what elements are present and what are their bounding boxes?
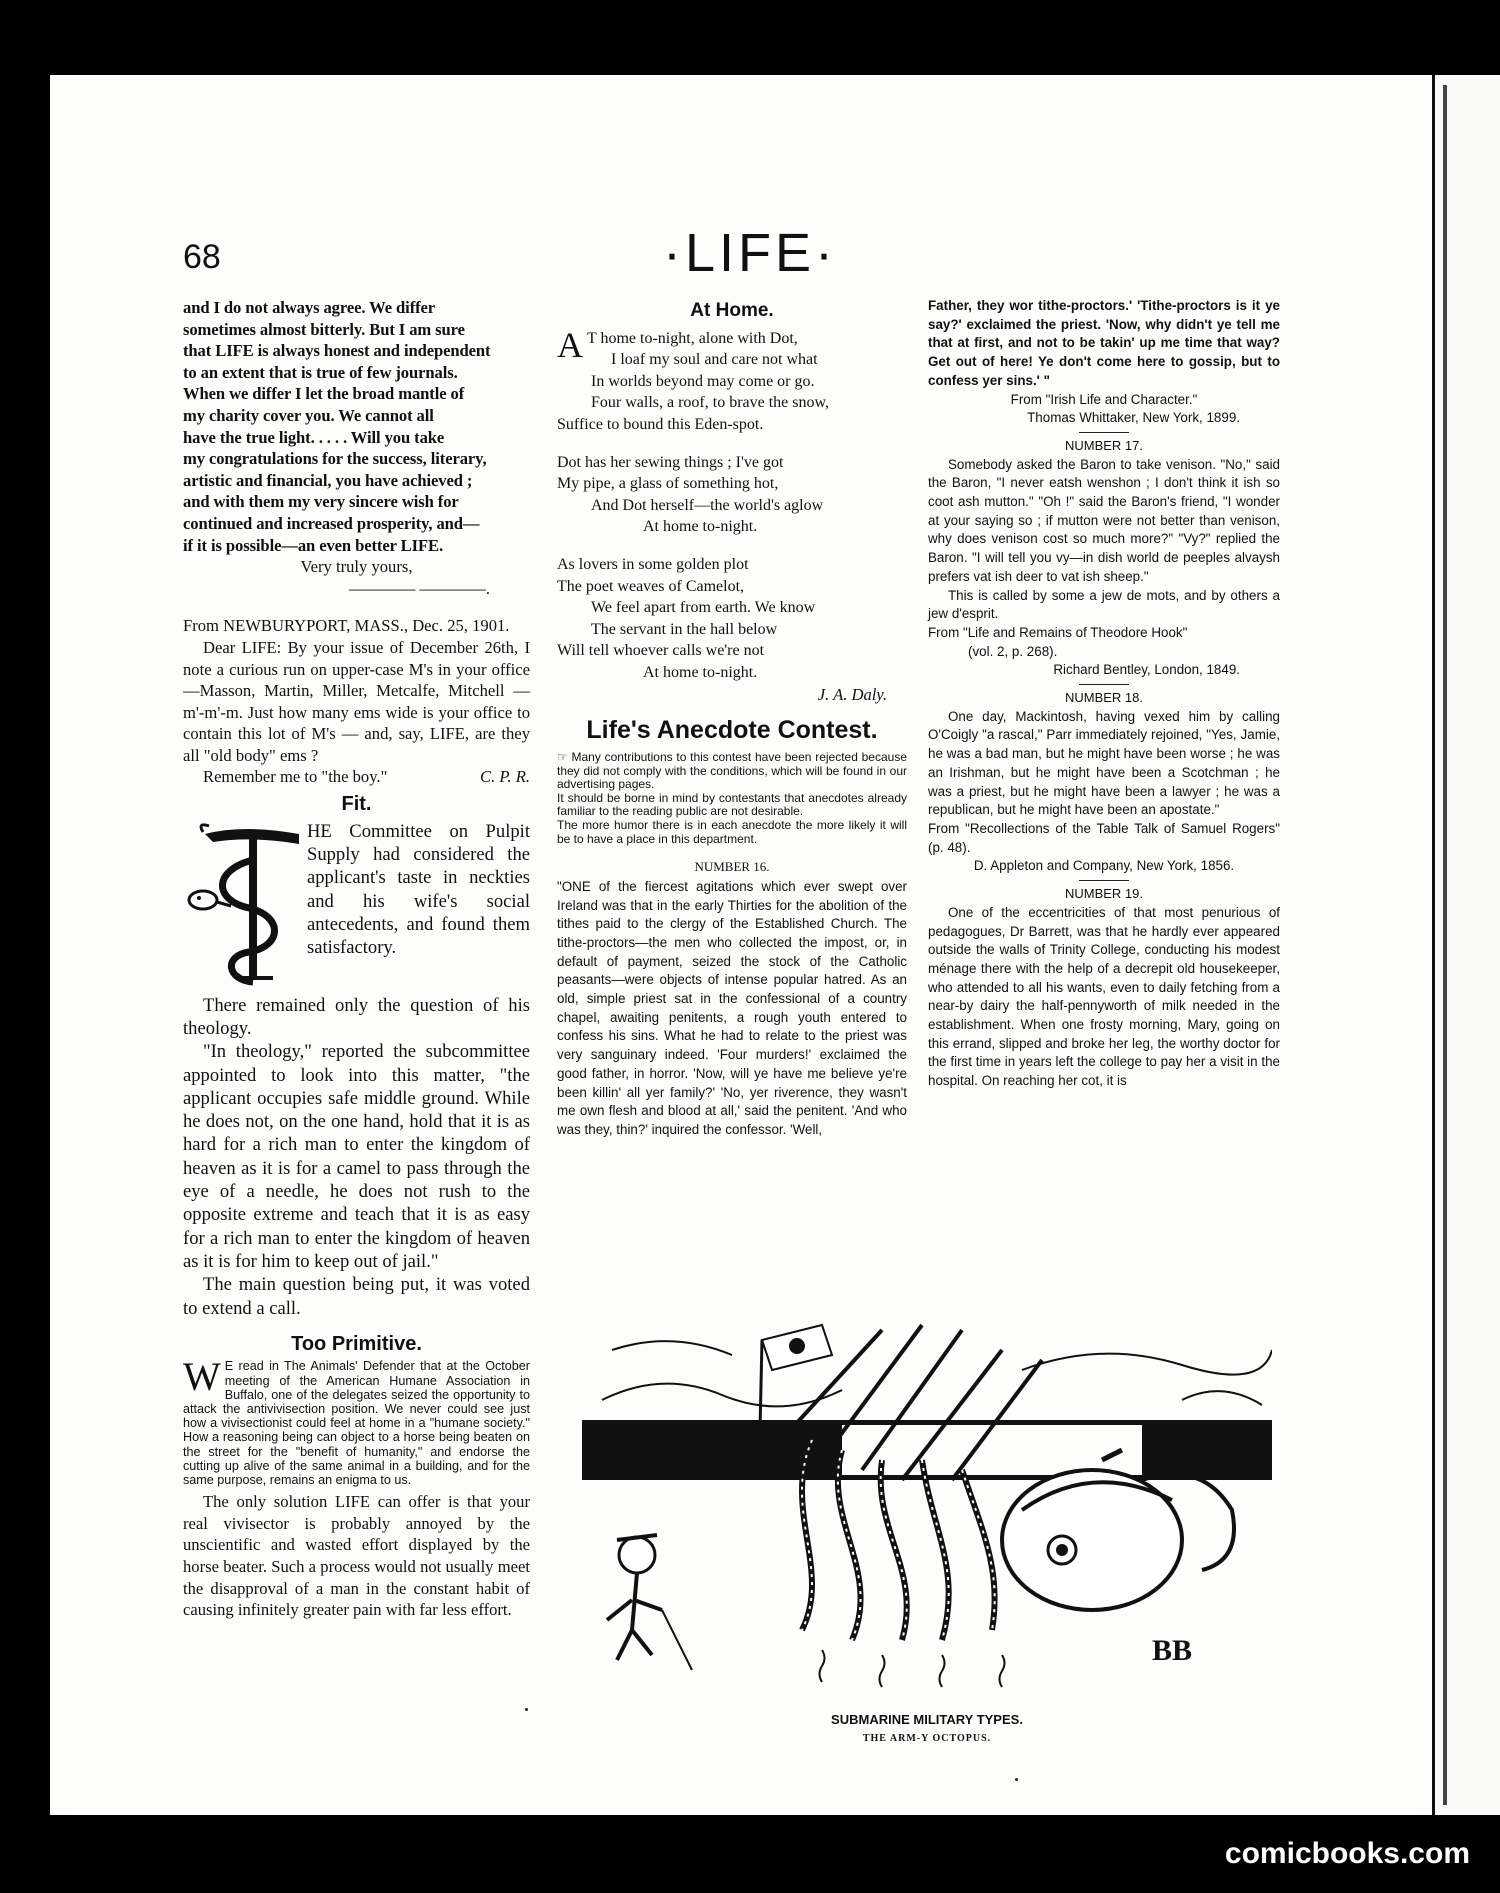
cartoon-subcaption: THE ARM-Y OCTOPUS. — [862, 1733, 992, 1744]
number-16-publisher: Thomas Whittaker, New York, 1899. — [1027, 410, 1240, 426]
poem-at-home — [557, 324, 907, 684]
cartoon-illustration — [582, 1310, 1272, 1715]
number-16-continued: Father, they wor tithe-proctors.' 'Tithe-proctors is it ye say?' exclaimed the priest. 'Now, why didn't ye tell me that at first, and not to be takin' up me time that way? Get out of here! Ye don't come here to gossip, but to confess yer sins.' " — [928, 298, 1280, 388]
masthead-title: ·LIFE· — [662, 223, 837, 283]
ornamental-t-initial — [183, 820, 301, 994]
contest-notice — [557, 751, 907, 846]
text-line: that LIFE is always honest and independent — [183, 341, 491, 361]
poem-line: As lovers in some golden plot — [557, 555, 749, 573]
letter-1-body — [183, 297, 530, 556]
contest-notice-3: The more humor there is in each anecdote the more likely it will be to have a place in this department. — [557, 818, 907, 846]
poem-line: At home to-night. — [643, 518, 758, 536]
letter-1-signature: ———— ————. — [348, 578, 490, 598]
poem-line — [557, 436, 907, 452]
primitive-paragraph-1: E read in The Animals' Defender that at the October meeting of the American Humane Association in Buffalo, one of the delegates seized the opportunity to attack the antivivisection position. We never could see just how a vivisectionist could feel at home in a "humane society." How a reasoning being can object to a horse being beaten on the street for the "benefit of humanity," and endorse the cutting up alive of the same animal in a building, and for the same purpose, remains an enigma to us. — [183, 1359, 530, 1488]
poem-line: My pipe, a glass of something hot, — [557, 475, 779, 493]
column-3 — [928, 297, 1280, 1091]
text-line: and I do not always agree. We differ — [183, 298, 436, 317]
text-line: my charity cover you. We cannot all — [183, 405, 434, 425]
number-18-source: From "Recollections of the Table Talk of Samuel Rogers" (p. 48). — [928, 820, 1280, 855]
poem-line: At home to-night. — [643, 663, 758, 681]
fit-paragraph-1: HE Committee on Pulpit Supply had considered the applicant's taste in neckties and his wife's social antecedents, and found them satisfactory. — [307, 820, 530, 959]
text-line: sometimes almost bitterly. But I am sure — [183, 319, 465, 339]
poem-line: The poet weaves of Camelot, — [557, 577, 745, 595]
poem-line: Will tell whoever calls we're not — [557, 642, 765, 660]
poem-line: And Dot herself—the world's aglow — [591, 496, 824, 514]
primitive-paragraph-2: The only solution LIFE can offer is that your real vivisector is probably annoyed by the unscientific and wasted effort displayed by the horse beater. Such a process would not usually meet the disapproval of a man in the constant habit of causing infinitely greater pain with far less effort. — [183, 1492, 530, 1620]
number-18-heading: NUMBER 18. — [1064, 690, 1144, 706]
poem-line: T home to-night, alone with Dot, — [587, 329, 798, 347]
text-line: artistic and financial, you have achieved ; — [183, 470, 473, 490]
page-number: 68 — [183, 238, 221, 276]
primitive-dropcap: W — [183, 1354, 221, 1400]
poem-line: I loaf my soul and care not what — [611, 351, 818, 369]
contest-notice-1 — [557, 751, 907, 792]
text-line: and with them my very sincere wish for — [183, 492, 459, 512]
pointing-hand-icon: ☞ — [557, 750, 568, 765]
fit-title: Fit. — [341, 793, 372, 816]
fit-paragraph-3: "In theology," reported the subcommittee appointed to look into this matter, "the applicant occupies safe middle ground. While he does not, on the one hand, hold that it is as hard for a rich man to enter the kingdom of heaven as it is for a camel to pass through the eye of a needle, he does not rush to the opposite extreme and teach that it is as easy for a rich man to enter the kingdom of heaven as it is for him to keep out of jail." — [183, 1041, 530, 1272]
text-line: When we differ I let the broad mantle of — [183, 384, 465, 404]
poem-line: Dot has her sewing things ; I've got — [557, 453, 784, 471]
letter-2-body: Dear LIFE: By your issue of December 26th, I note a curious run on upper-case M's in your office—Masson, Martin, Miller, Metcalfe, Mitchell — m'-m'-m. Just how many ems wide is your office to contain this lot of M's — and, say, LIFE, are they all "old body" ems ? — [183, 637, 530, 765]
contest-notice-2: It should be borne in mind by contestants that anecdotes already familiar to the reading public are not desirable. — [557, 790, 907, 819]
poem-line: The servant in the hall below — [591, 620, 778, 638]
number-17-heading: NUMBER 17. — [1064, 437, 1144, 453]
poem-dropcap: A — [557, 324, 583, 365]
cartoon-caption: SUBMARINE MILITARY TYPES. — [831, 1712, 1023, 1727]
letter-2-end-text: Remember me to "the boy." — [203, 767, 388, 787]
too-primitive-article — [183, 1354, 530, 1620]
poem-line: We feel apart from earth. We know — [591, 599, 816, 617]
column-2 — [557, 300, 907, 1140]
too-primitive-title: Too Primitive. — [291, 1332, 422, 1355]
contest-title: Life's Anecdote Contest. — [586, 716, 878, 745]
number-19-text: One of the eccentricities of that most penurious of pedagogues, Dr Barrett, was that he hardly ever appeared outside the walls of Trinity College, conducting his modest ménage there with the help of a decrepit old housekeeper, who attended to all his wants, even to daily fetching from a near-by dairy the half-pennyworth of milk needed in the establishment. When one frosty morning, Mary, going on this errand, slipped and broke her leg, the worthy doctor for the first time in years left the college to pay her a visit in the hospital. On reaching her cot, it is — [928, 904, 1280, 1089]
letter-2-sig: C. P. R. — [480, 767, 530, 787]
number-17-note: This is called by some a jew de mots, and by others a jew d'esprit. — [928, 587, 1280, 622]
number-18-publisher: D. Appleton and Company, New York, 1856. — [973, 858, 1235, 874]
poem-line — [557, 538, 907, 554]
poem-line: Suffice to bound this Eden-spot. — [557, 415, 764, 433]
letter-1-closing: Very truly yours, — [300, 557, 413, 577]
column-1 — [183, 297, 530, 1621]
fit-article — [183, 820, 530, 1320]
print-speck — [525, 1708, 528, 1711]
text-line: have the true light. . . . . Will you take — [183, 427, 445, 447]
artist-monogram: BB — [1152, 1634, 1193, 1667]
number-18-text: One day, Mackintosh, having vexed him by calling O'Coigly "a rascal," Parr immediately rejoined, "Yes, Jamie, he was a bad man, but he might have been worse ; he was an Irishman, but he might have been a Scotchman ; he was a priest, but he might have been a lawyer ; he was a republican, but he might have been an apostate." — [928, 708, 1280, 818]
divider — [1079, 880, 1129, 881]
number-17-publisher: Richard Bentley, London, 1849. — [1053, 662, 1240, 678]
site-watermark: comicbooks.com — [1224, 1837, 1470, 1870]
text-line: continued and increased prosperity, and— — [183, 513, 480, 533]
poem-author: J. A. Daly. — [817, 684, 887, 704]
text-line: if it is possible—an even better LIFE. — [183, 535, 444, 555]
fit-paragraph-4: The main question being put, it was voted to extend a call. — [183, 1274, 530, 1319]
contest-notice-1-text: Many contributions to this contest have been rejected because they did not comply with the conditions, which will be found in our advertising pages. — [557, 750, 907, 792]
poem-line: Four walls, a roof, to brave the snow, — [591, 394, 830, 412]
number-19-heading: NUMBER 19. — [1064, 886, 1144, 902]
number-16-text: "ONE of the fiercest agitations which ever swept over Ireland was that in the early Thirties for the abolition of the tithes paid to the clergy of the Established Church. The tithe-proctors—the men who collected the impost, or, in default of payment, seized the stock of the Catholic peasants—were objects of intense popular hatred. As an old, simple priest sat in the confessional of a country chapel, awaiting penitents, a rough youth entered to confess his sins. What he had to relate to the priest was very sanguinary indeed. 'Four murders!' exclaimed the good father, in horror. 'Now, will ye have me believe ye're been killin' all yer family?' 'No, yer riverence, they wasn't me own flesh and blood at all,' said the penitent. 'And who was they, thin?' inquired the confessor. 'Well, — [557, 878, 907, 1137]
poem-line: In worlds beyond may come or go. — [591, 372, 815, 390]
text-line: to an extent that is true of few journals. — [183, 362, 458, 382]
fit-paragraph-2: There remained only the question of his theology. — [183, 994, 530, 1039]
print-speck — [1015, 1778, 1018, 1781]
text-line: my congratulations for the success, literary, — [183, 449, 487, 469]
facing-page-edge — [1432, 75, 1500, 1815]
number-17-source: From "Life and Remains of Theodore Hook" — [928, 624, 1188, 640]
divider — [1079, 432, 1129, 433]
divider — [1079, 684, 1129, 685]
letter-2-end — [183, 766, 530, 788]
letter-2-from: From NEWBURYPORT, MASS., Dec. 25, 1901. — [183, 616, 510, 636]
number-16-source: From "Irish Life and Character." — [1010, 391, 1198, 407]
number-17-volume: (vol. 2, p. 268). — [968, 643, 1058, 659]
number-17-text: Somebody asked the Baron to take venison. "No," said the Baron, "I never eatsh wenshon ; I don't think it ish so coot ash mutton." "Oh !" said the Baron's friend, "I wonder at your saying so ; if mutton were not better than venison, why does venison cost so much more?" "Vy?" replied the Baron. "I will tell you vy—in dish world de peeples alvaysh prefers vat ish deer to vat ish sheep." — [928, 456, 1280, 584]
number-16-heading: NUMBER 16. — [694, 859, 770, 875]
poem-title: At Home. — [690, 300, 774, 321]
